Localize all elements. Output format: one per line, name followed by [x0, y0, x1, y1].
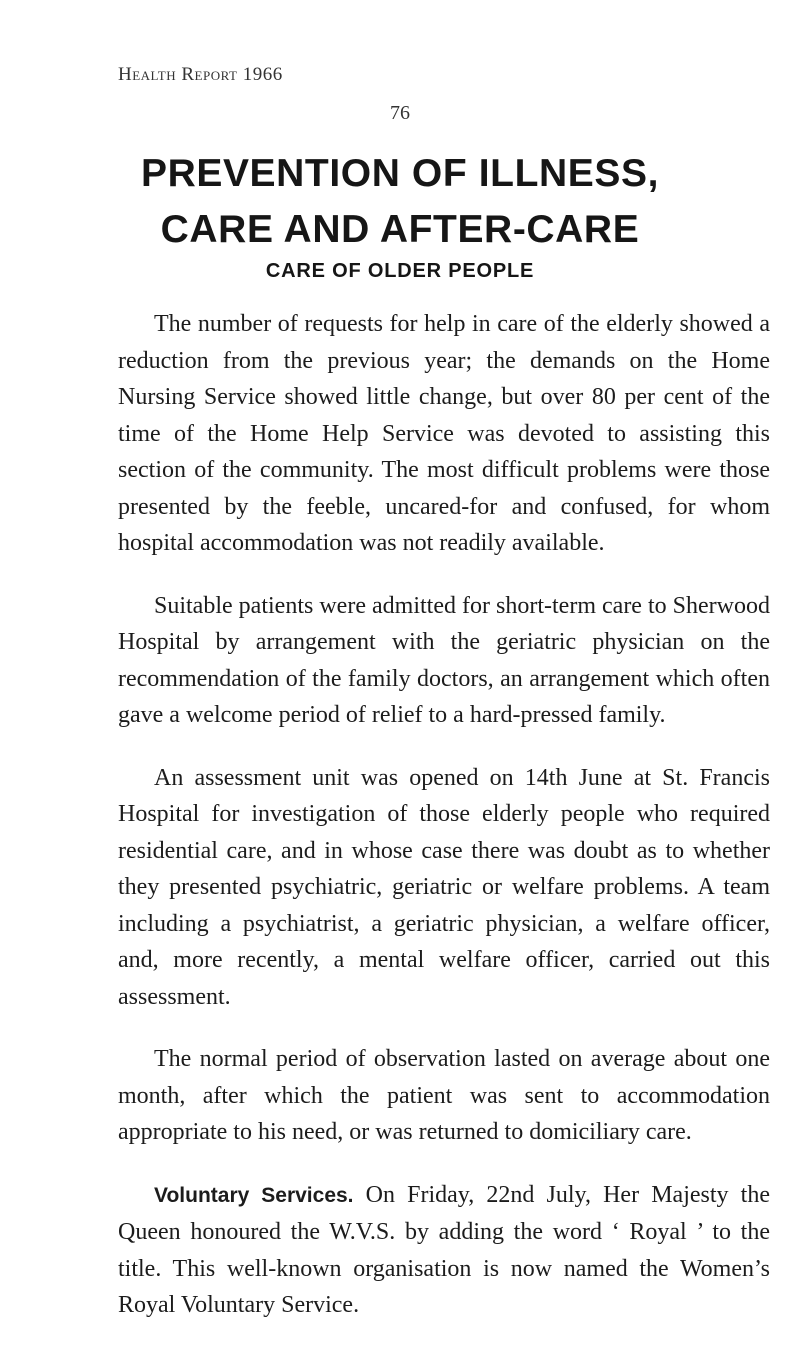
paragraph-observation-period: The normal period of observation lasted on average about one month, after which the patient was sent to accommodation appropriate to his need, or was returned to domiciliary care.: [118, 1046, 770, 1145]
voluntary-services-text: On Friday, 22nd July, Her Majesty the Queen honoured the W.V.S. by adding the word ‘ Royal ’ to the title. This well-known organisation is now named the Women’s Royal Voluntary Service.: [118, 1181, 770, 1318]
running-head: Health Report 1966: [118, 64, 283, 85]
chapter-title-line-2: CARE AND AFTER-CARE: [160, 208, 640, 251]
paragraph-elderly-requests: The number of requests for help in care of the elderly showed a reduction from the previous year; the demands on the Home Nursing Service showed little change, but over 80 per cent of the time of the Home Help Service was devoted to assisting this section of the community. The most difficult problems were those presented by the feeble, uncared-for and confused, for whom hospital accommodation was not readily available.: [118, 311, 770, 556]
chapter-title: [0, 146, 800, 258]
chapter-title-line-1: PREVENTION OF ILLNESS,: [140, 152, 660, 195]
voluntary-services-heading: Voluntary Services.: [154, 1183, 354, 1207]
section-heading: CARE OF OLDER PEOPLE: [265, 260, 535, 282]
page-number: 76: [390, 102, 410, 124]
paragraph-voluntary-services: [118, 1177, 770, 1324]
body-text: [118, 306, 770, 1350]
paragraph-assessment-unit: An assessment unit was opened on 14th June at St. Francis Hospital for investigation of those elderly people who required residential care, and in whose case there was doubt as to whether they presented psychiatric, geriatric or welfare problems. A team including a psychiatrist, a geriatric physician, a welfare officer, and, more recently, a mental welfare officer, carried out this assessment.: [118, 764, 770, 1010]
paragraph-short-term-care: Suitable patients were admitted for short-term care to Sherwood Hospital by arrangement with the geriatric physician on the recommendation of the family doctors, an arrangement which often gave a welcome period of relief to a hard-pressed family.: [118, 592, 770, 728]
